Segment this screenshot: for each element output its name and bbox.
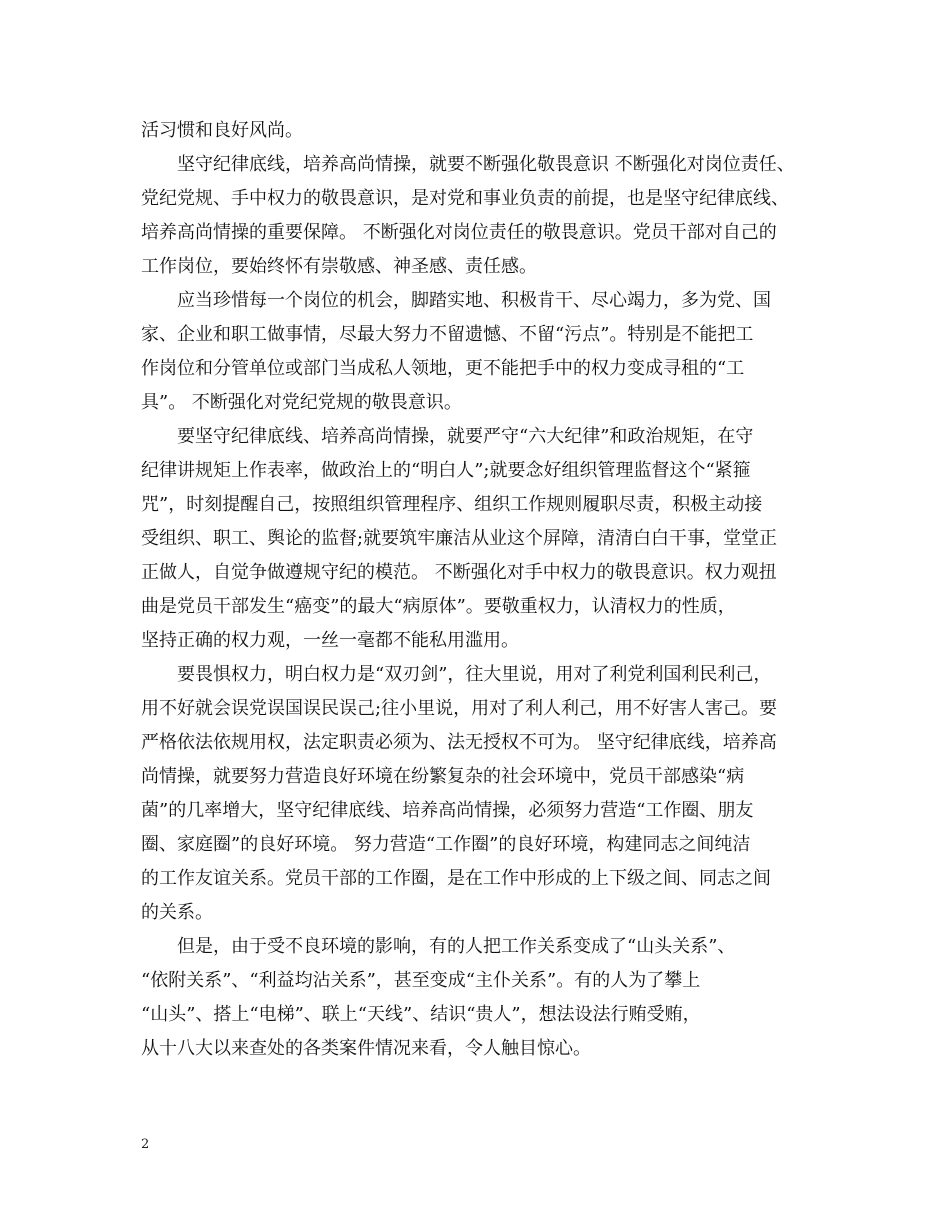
text-line: 活习惯和良好风尚。 bbox=[141, 120, 303, 141]
text-line: 坚持正确的权力观，一丝一毫都不能私用滥用。 bbox=[141, 630, 519, 651]
text-line: 应当珍惜每一个岗位的机会，脚踏实地、积极肯干、尽心竭力，多为党、国 bbox=[141, 290, 771, 311]
text-line: 培养高尚情操的重要保障。 不断强化对岗位责任的敬畏意识。党员干部对自己的 bbox=[141, 222, 777, 243]
text-line: 家、企业和职工做事情，尽最大努力不留遗憾、不留“污点”。特别是不能把工 bbox=[141, 324, 754, 345]
text-line: 受组织、职工、舆论的监督;就要筑牢廉洁从业这个屏障，清清白白干事，堂堂正 bbox=[141, 528, 778, 549]
text-line: 正做人，自觉争做遵规守纪的模范。 不断强化对手中权力的敬畏意识。权力观扭 bbox=[141, 562, 777, 583]
text-line: 尚情操，就要努力营造良好环境在纷繁复杂的社会环境中，党员干部感染“病 bbox=[141, 766, 745, 787]
text-line: 要坚守纪律底线、培养高尚情操，就要严守“六大纪律”和政治规矩，在守 bbox=[141, 426, 754, 447]
page-number: 2 bbox=[141, 1137, 150, 1152]
body-text bbox=[141, 114, 831, 1066]
text-line: 用不好就会误党误国误民误己;往小里说，用对了利人利己，用不好害人害己。要 bbox=[141, 698, 778, 719]
text-line: 从十八大以来查处的各类案件情况来看，令人触目惊心。 bbox=[141, 1038, 591, 1059]
text-line: 咒”，时刻提醒自己，按照组织管理程序、组织工作规则履职尽责，积极主动接 bbox=[141, 494, 763, 515]
text-line: “依附关系”、“利益均沾关系”，甚至变成“主仆关系”。有的人为了攀上 bbox=[141, 970, 701, 991]
text-line: 严格依法依规用权，法定职责必须为、法无授权不可为。 坚守纪律底线，培养高 bbox=[141, 732, 777, 753]
text-line: 纪律讲规矩上作表率，做政治上的“明白人”;就要念好组织管理监督这个“紧箍 bbox=[141, 460, 751, 481]
text-line: 的工作友谊关系。党员干部的工作圈，是在工作中形成的上下级之间、同志之间 bbox=[141, 868, 771, 889]
text-line: 坚守纪律底线，培养高尚情操，就要不断强化敬畏意识 不断强化对岗位责任、 bbox=[141, 154, 795, 175]
text-line: 具”。 不断强化对党纪党规的敬畏意识。 bbox=[141, 392, 462, 413]
text-line: 但是，由于受不良环境的影响，有的人把工作关系变成了“山头关系”、 bbox=[141, 936, 736, 957]
text-line: 要畏惧权力，明白权力是“双刃剑”，往大里说，用对了利党利国利民利己， bbox=[141, 664, 772, 685]
text-line: 的关系。 bbox=[141, 902, 213, 923]
text-line: 工作岗位，要始终怀有崇敬感、神圣感、责任感。 bbox=[141, 256, 537, 277]
text-line: “山头”、搭上“电梯”、联上“天线”、结识“贵人”，想法设法行贿受贿， bbox=[141, 1004, 701, 1025]
text-line: 圈、家庭圈”的良好环境。 努力营造“工作圈”的良好环境，构建同志之间纯洁 bbox=[141, 834, 751, 855]
text-line: 菌”的几率增大，坚守纪律底线、培养高尚情操，必须努力营造“工作圈、朋友 bbox=[141, 800, 754, 821]
text-line: 作岗位和分管单位或部门当成私人领地，更不能把手中的权力变成寻租的“工 bbox=[141, 358, 745, 379]
text-line: 曲是党员干部发生“癌变”的最大“病原体”。要敬重权力，认清权力的性质， bbox=[141, 596, 736, 617]
text-line: 党纪党规、手中权力的敬畏意识，是对党和事业负责的前提，也是坚守纪律底线、 bbox=[141, 188, 789, 209]
